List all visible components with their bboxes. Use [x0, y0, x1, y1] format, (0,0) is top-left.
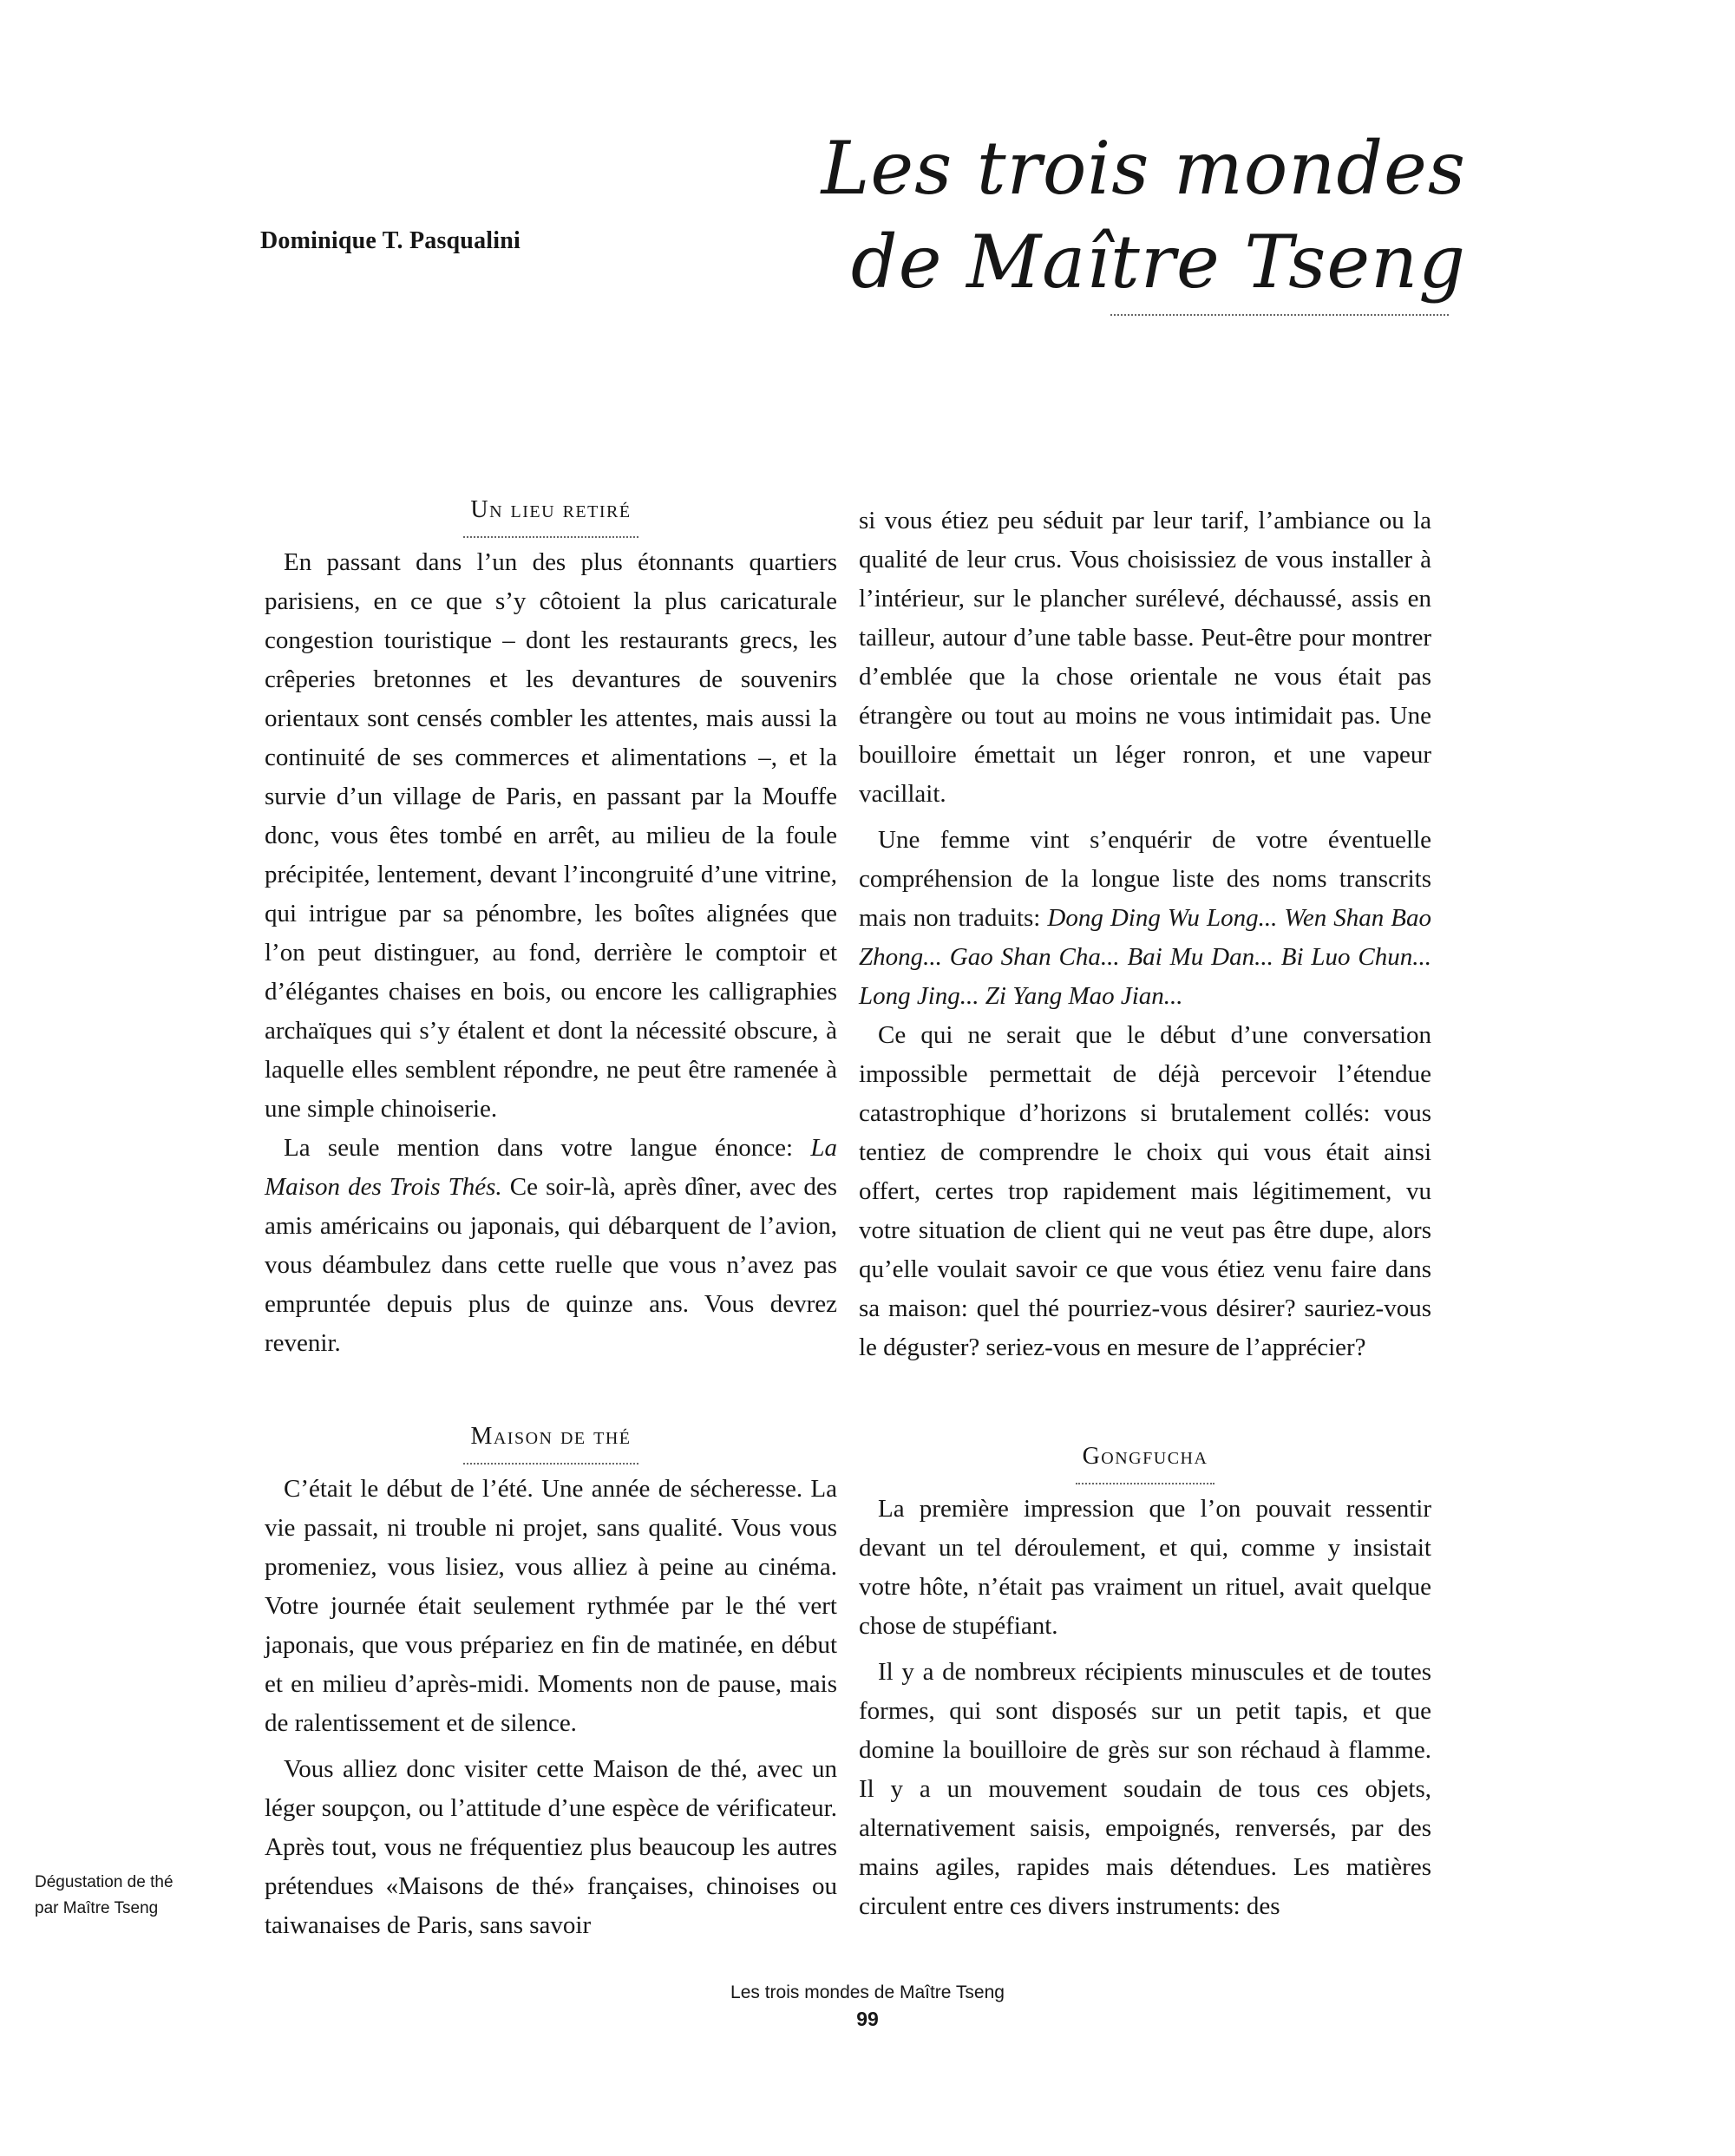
page-footer — [0, 1980, 1735, 2032]
paragraph: Vous alliez donc visiter cette Maison de thé, avec un léger soupçon, ou l’attitude d’une espèce de vérificateur. Après tout, vous ne fréquentiez plus beaucoup les autres prétendues «Maisons de thé» françaises, chinoises ou taiwanaises de Paris, sans savoir — [265, 1755, 837, 1939]
author-name: Dominique T. Pasqualini — [260, 227, 520, 254]
running-title: Les trois mondes de Maître Tseng — [730, 1982, 1005, 2002]
paragraph: En passant dans l’un des plus étonnants quartiers parisiens, en ce que s’y côtoient la plus caricaturale congestion touristique – dont les restaurants grecs, les crêperies bretonnes et les devantures de souvenirs orientaux sont censés combler les attentes, mais aussi la continuité de ses commerces et alimentations –, et la survie d’un village de Paris, en passant par la Mouffe donc, vous êtes tombé en arrêt, au milieu de la foule précipitée, lentement, devant l’incongruité d’une vitrine, qui intrigue par sa pénombre, les boîtes alignées que l’on peut distinguer, au fond, derrière le comptoir et d’élégantes chaises en bois, ou encore les calligraphies archaïques qui s’y étalent et dont la nécessité obscure, à laquelle elles semblent répondre, ne peut être ramenée à une simple chinoiserie. — [265, 548, 837, 1123]
paragraph: Ce qui ne serait que le début d’une conversation impossible permettait de déjà percevoir l’étendue catastrophique d’horizons si brutalement collés: vous tentiez de comprendre le choix qui vous était ainsi offert, certes trop rapidement mais légitimement, vu votre situation de client qui ne veut pas être dupe, alors qu’elle voulait savoir ce que vous étiez venu faire dans sa maison: quel thé pourriez-vous désirer? sauriez-vous le déguster? seriez-vous en mesure de l’apprécier? — [859, 1021, 1431, 1361]
paragraph: C’était le début de l’été. Une année de sécheresse. La vie passait, ni trouble ni projet, sans qualité. Vous vous promeniez, vous lisiez, vous alliez à peine au cinéma. Votre journée était seulement rythmée par le thé vert japonais, que vous prépariez en fin de matinée, en début et en milieu d’après-midi. Moments non de pause, mais de ralentissement et de silence. — [265, 1475, 837, 1737]
section-heading-gongfucha: Gongfucha — [859, 1437, 1431, 1484]
paragraph: Une femme vint s’enquérir de votre éventuelle compréhension de la longue liste des noms transcrits mais non traduits: Dong Ding Wu Long... Wen Shan Bao Zhong... Gao Shan Cha... Bai Mu Dan... Bi Luo Chun... Long Jing... Zi Yang Mao Jian... — [859, 826, 1431, 1010]
title-line-1: Les trois mondes — [821, 126, 1466, 211]
title-dotted-rule — [1110, 314, 1449, 316]
italic-title: La Maison des Trois Thés. — [265, 1134, 837, 1201]
right-column — [859, 501, 1431, 1926]
image-caption: Dégustation de thé par Maître Tseng — [35, 1873, 174, 1917]
section-heading-lieu: Un lieu retiré — [265, 490, 837, 538]
paragraph-continued: si vous étiez peu séduit par leur tarif, l’ambiance ou la qualité de leur crus. Vous choisissiez de vous installer à l’intérieur, sur le plancher surélevé, déchaussé, assis en tailleur, autour d’une table basse. Peut-être pour montrer d’emblée que la chose orientale ne vous était pas étrangère ou tout au moins ne vous intimidait pas. Une bouilloire émettait un léger ronron, et une vapeur vacillait. — [859, 507, 1431, 808]
title-line-2: de Maître Tseng — [850, 220, 1466, 305]
section-heading-maison: Maison de thé — [265, 1417, 837, 1465]
paragraph: La première impression que l’on pouvait ressentir devant un tel déroulement, et qui, comme y insistait votre hôte, n’était pas vraiment un rituel, avait quelque chose de stupéfiant. — [859, 1495, 1431, 1640]
article-title — [807, 121, 1466, 309]
page-number: 99 — [856, 2008, 879, 2030]
left-column — [265, 490, 837, 1945]
paragraph: Il y a de nombreux récipients minuscules et de toutes formes, qui sont disposés sur un petit tapis, et que domine la bouilloire de grès sur son réchaud à flamme. Il y a un mouvement soudain de tous ces objets, alternativement saisis, empoignés, renversés, par des mains agiles, rapides mais détendues. Les matières circulent entre ces divers instruments: des — [859, 1658, 1431, 1920]
paragraph: La seule mention dans votre langue énonce: La Maison des Trois Thés. Ce soir-là, après dîner, avec des amis américains ou japonais, qui débarquent de l’avion, vous déambulez dans cette ruelle que vous n’avez pas empruntée depuis plus de quinze ans. Vous devrez revenir. — [265, 1134, 837, 1357]
tea-names: Dong Ding Wu Long... Wen Shan Bao Zhong... Gao Shan Cha... Bai Mu Dan... Bi Luo Chun... Long Jing... Zi Yang Mao Jian... — [859, 904, 1431, 1010]
